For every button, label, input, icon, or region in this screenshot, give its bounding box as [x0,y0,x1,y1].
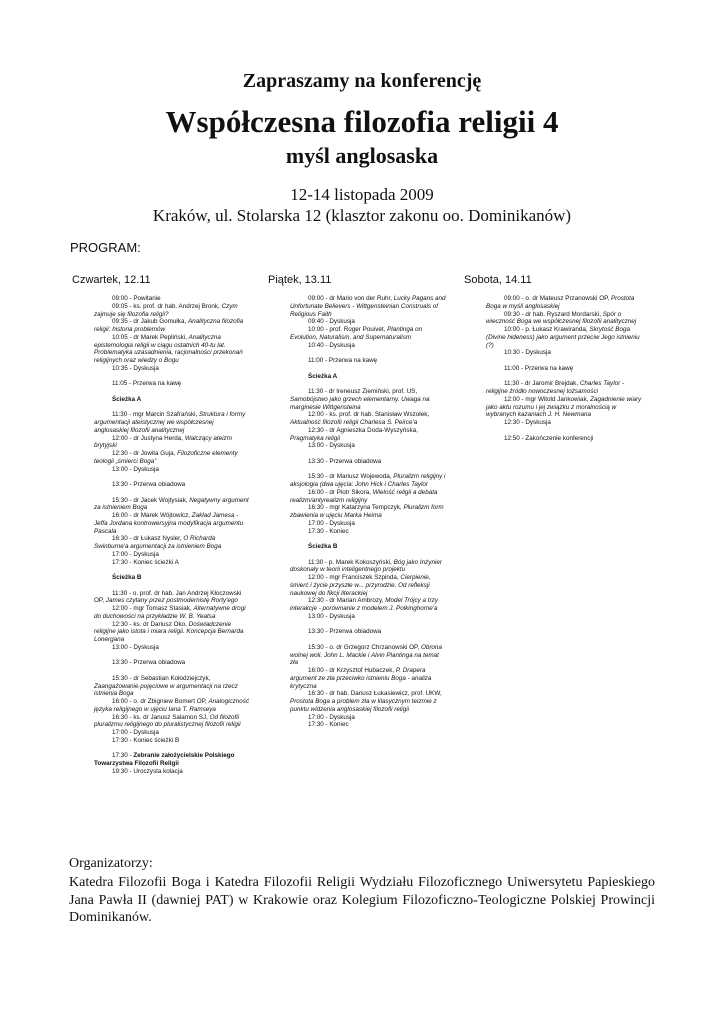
entry-text: 13:00 - Dyskusja [112,465,159,473]
schedule-entry [94,659,250,667]
entry-text: 16:00 - dr Krzysztof Hubaczek, [308,667,396,674]
day-column-friday [268,274,446,729]
schedule-entry [94,737,250,745]
entry-text: Ścieżka A [308,372,338,380]
track-heading [290,373,446,381]
entry-text: 19:30 - Uroczysta kolacja [112,767,183,775]
schedule-entry [94,466,250,474]
entry-text: Ścieżka A [112,395,142,403]
entry-text: 16:30 - mgr Katarzyna Tempczyk, [308,504,404,512]
entry-text: 12:00 - ks. prof. dr hab. Stanisław Wszołek, [308,411,430,419]
schedule-entry [290,388,446,411]
schedule-entry [290,714,446,722]
entry-text: 13:00 - Dyskusja [308,442,355,450]
schedule-entry [290,667,446,690]
schedule-entry [94,551,250,559]
schedule-entry [486,311,642,327]
entry-text: 12:00 - mgr Witold Jankowiak, [504,395,591,403]
event-title: Zebranie założycielskie Polskiego Towarzystwa Filozofii Religii [94,752,235,767]
entry-text: 17:00 - Dyskusja [112,550,159,558]
schedule-entry [290,559,446,575]
schedule-entry [94,729,250,737]
talk-title: Bóg jako Inżynier doskonały w teorii inteligentnego projektu [290,558,442,574]
entry-text: 12:30 - dr Marian Ambrozy, [308,597,386,605]
schedule-entry [94,698,250,714]
entry-text: 11:30 - dr Jaromir Brejdak, [504,380,580,388]
entry-text: 15:30 - dr Sebastian Kołodziejczyk, [112,674,211,682]
entry-text: 10:35 - Dyskusja [112,364,159,372]
entry-text: 17:30 - Koniec [308,721,349,729]
entry-text: 13:30 - Przerwa obiadowa [308,457,382,465]
talk-title: Struktura i formy argumentacji ateistycznej we współczesnej anglosaskiej filozofii analitycznej [94,411,246,434]
schedule-entry [290,458,446,466]
entry-text: 17:30 - Koniec ścieżki A [112,558,179,566]
schedule-list [94,295,250,776]
entry-text: 12:00 - mgr Tomasz Stasiak, [112,605,194,612]
schedule-entry [290,504,446,520]
schedule-entry [94,752,250,768]
schedule-entry [290,411,446,427]
entry-text: 17:30 - Koniec [308,527,349,535]
schedule-entry [94,303,250,319]
talk-title: P. Drapera argument ze zła przeciwko istnieniu Boga - analiza krytyczna [290,667,432,690]
talk-title: Pluralizm form zbawienia w ujęciu Marka Heima [290,504,444,519]
entry-text: 15:30 - dr Jacek Wojtysiak, [112,496,190,504]
schedule-entry [290,295,446,318]
schedule-entry [94,497,250,513]
schedule-entry [486,396,642,419]
schedule-entry [94,675,250,698]
talk-title: O Richarda Swinburne'a argumentacji za istnieniem Boga [94,535,222,550]
entry-text: 17:00 - Dyskusja [308,713,355,721]
schedule-entry [290,342,446,350]
entry-text: 13:30 - Przerwa obiadowa [112,659,186,667]
schedule-entry [94,644,250,652]
talk-title: Prostota Boga w myśli anglosaskiej [486,295,635,310]
schedule-entry [94,768,250,776]
schedule-entry [486,365,642,373]
schedule-entry [94,318,250,334]
talk-title: Zaangażowanie pojęciowe w argumentacji na rzecz istnienia Boga [94,682,238,698]
schedule-entry [94,450,250,466]
talk-title: Analogiczność języka religijnego w ujęciu Iana T. Ramseya [94,698,250,713]
entry-text: 17:30 - [112,752,134,760]
talk-title: Walczący ateizm brytyjski [94,434,232,450]
schedule-entry [290,644,446,667]
entry-text: 12:30 - ks. dr Dariusz Oko, [112,620,189,628]
conference-venue: Kraków, ul. Stolarska 12 (klasztor zakonu oo. Dominikanów) [152,206,572,225]
entry-text: 13:00 - Dyskusja [308,612,355,620]
entry-text: 17:00 - Dyskusja [112,729,159,736]
schedule-entry [94,535,250,551]
schedule-entry [290,520,446,528]
schedule-entry [290,613,446,621]
schedule-entry [94,334,250,365]
schedule-entry [94,512,250,535]
schedule-entry [94,605,250,621]
schedule-entry [94,295,250,303]
entry-text: 15:30 - o. dr Grzegorz Chrzanowski OP, [308,643,421,651]
entry-text: 13:00 - Dyskusja [112,643,159,651]
talk-title: Od filozofii pluralizmu religijnego do pluralistycznej filozofii religii [94,713,241,729]
talk-title: Negatywny argument za istnieniem Boga [94,496,249,512]
schedule-entry [290,721,446,729]
talk-title: Zagadnienie wiary jako aktu rozumu i jej związku z moralnością w wybranych kazaniach J. H. Newmana [486,395,642,419]
entry-text: 17:00 - Dyskusja [308,519,355,527]
talk-title: Plantinga on Evolution, Naturalism, and Supernaturalism [290,326,423,341]
entry-text: 12:30 - dr Agnieszka Doda-Wyszyńska, [308,426,418,434]
talk-title: Alternatywne drogi do duchowości na przykładzie W. B. Yeatsa [94,605,246,620]
talk-title: Analityczna epistemologia religii w ciągu ostatnich 40-tu lat. Problematyka uzasadnienia, racjonalności przekonań religijnych oraz wiedzy o Bogu [94,333,243,364]
schedule-entry [290,597,446,613]
talk-title: James czytany przez postmodernistę Rorty'ego [105,597,238,605]
entry-text: 10:00 - prof. Roger Pouivet, [308,326,388,333]
program-label: PROGRAM: [70,240,141,255]
schedule-entry [290,628,446,636]
talk-title: Charles Taylor - religijne źródło nowoczesnej tożsamości [486,380,625,395]
invitation-line: Zapraszamy na konferencję [242,70,482,92]
entry-text: 10:30 - Dyskusja [504,349,551,357]
talk-title: Pluralizm religijny i aksjologia (dwa ujęcia: John Hick i Charles Taylor [290,473,446,488]
schedule-entry [290,357,446,365]
entry-text: 09:05 - ks. prof. dr hab. Andrzej Bronk, [112,302,222,310]
schedule-entry [290,326,446,342]
schedule-list [486,295,642,442]
schedule-entry [94,380,250,388]
entry-text: 09:30 - dr hab. Ryszard Mordarski, [504,310,603,318]
talk-title: Spór o wieczność Boga we współczesnej filozofii analitycznej [486,310,637,326]
entry-text: 11:30 - p. Marek Kokoszyński, [308,558,394,566]
entry-text: 11:05 - Przerwa na kawę [112,380,182,388]
entry-text: 16:30 - ks. dr Janusz Salamon SJ, [112,713,210,721]
talk-title: Samobójstwo jako grzech elementarny. Uwaga na marginesie Wittgensteina [290,395,430,411]
schedule-entry [486,349,642,357]
track-heading [94,574,250,582]
entry-text: 16:00 - dr Piotr Sikora, [308,488,373,496]
entry-text: 16:00 - o. dr Zbigniew Bomert OP, [112,698,209,705]
schedule-entry [290,427,446,443]
talk-title: Prostota Boga a problem zła w klasycznym teizmie z punktu widzenia anglosaskiej filozofii religii [290,698,437,713]
schedule-entry [290,473,446,489]
talk-title: Czym zajmuje się filozofia religii? [94,302,238,318]
schedule-entry [94,411,250,434]
track-heading [94,396,250,404]
day-heading: Czwartek, 12.11 [72,274,151,286]
day-heading: Piątek, 13.11 [268,274,332,286]
conference-subtitle: myśl anglosaska [285,143,439,168]
organizers-label: Organizatorzy: [69,856,153,871]
entry-text: Ścieżka B [308,543,338,550]
entry-text: 12:00 - mgr Franciszek Szpinda, [308,574,401,581]
entry-text: 11:00 - Przerwa na kawę [504,364,574,372]
entry-text: 17:30 - Koniec ścieżki B [112,736,180,744]
talk-title: Filozoficzne elementy teologii „śmierci Boga” [94,450,238,465]
entry-text: 10:00 - p. Łukasz Krawiranda, [504,326,590,333]
schedule-entry [94,590,250,606]
entry-text: 12:30 - dr Jowita Guja, [112,450,178,457]
schedule-entry [290,528,446,536]
talk-title: Doświadczenie religijne jako istota i miara religii. Koncepcja Bernarda Lonergana [94,620,244,643]
entry-text: 10:40 - Dyskusja [308,341,355,349]
talk-title: Model Trójcy a trzy interakcje - porównanie z modelem J. Polkinghorne'a [290,597,438,612]
talk-title: Pragmatyka religii [290,434,341,442]
talk-title: Analityczna filozofia religii: historia problemów [94,318,244,333]
entry-text: 13:30 - Przerwa obiadowa [112,481,186,488]
schedule-entry [94,714,250,730]
conference-dates: 12-14 listopada 2009 [290,185,434,204]
schedule-entry [290,690,446,713]
schedule-list [290,295,446,729]
schedule-entry [486,419,642,427]
talk-title: Wielość religii a debata realizm/antyrealizm religijny [290,488,438,504]
schedule-entry [290,574,446,597]
schedule-entry [94,559,250,567]
entry-text: 09:00 - o. dr Mateusz Przanowski OP, [504,295,611,302]
talk-title: Zakład Jamesa - Jeffa Jordana kontrowersyjna modyfikacja argumentu Pascala [94,512,244,535]
schedule-entry [290,489,446,505]
entry-text: 16:30 - dr hab. Dariusz Łukasiewicz, prof. UKW, [308,690,442,698]
entry-text: 11:30 - mgr Marcin Szafrański, [112,411,200,419]
schedule-entry [94,621,250,644]
entry-text: 11:00 - Przerwa na kawę [308,357,378,364]
entry-text: 16:00 - dr Marek Wójtowicz, [112,512,192,519]
talk-title: Obrona wolnej woli. John L. Mackie i Alvin Plantinga na temat zła [290,643,442,667]
schedule-entry [486,326,642,349]
day-column-saturday [464,274,642,442]
entry-text: 12:50 - Zakończenie konferencji [504,434,594,442]
entry-text: 09:00 - Powitanie [112,295,161,302]
schedule-entry [486,295,642,311]
schedule-entry [486,380,642,396]
entry-text: 11:30 - dr Ireneusz Ziemiński, prof. US, [308,388,418,395]
day-heading: Sobota, 14.11 [464,274,532,286]
schedule-entry [486,435,642,443]
talk-title: Aktualność filozofii religii Charlesa S. Peirce'a [290,419,418,426]
entry-text: 11:30 - o. prof. dr hab. Jan Andrzej Kłoczowski OP, [94,589,242,605]
talk-title: Skrytość Boga (Divine hideness) jako argument przeciw Jego istnieniu (?) [486,326,640,349]
entry-text: 13:30 - Przerwa obiadowa [308,628,382,636]
entry-text: 12:30 - Dyskusja [504,419,551,426]
entry-text: Ścieżka B [112,574,142,581]
talk-title: Cierpienie, śmierć i życie przyszłe w... przyrodzie. Od refleksji naukowej do fikcji literackiej [290,574,431,597]
entry-text: 09:40 - Dyskusja [308,318,355,326]
day-column-thursday [72,274,250,776]
schedule-entry [290,318,446,326]
entry-text: 09:00 - dr Mario von der Ruhr, [308,295,394,302]
entry-text: 12:00 - dr Justyna Herda, [112,434,185,442]
schedule-entry [94,365,250,373]
schedule-entry [94,435,250,451]
entry-text: 16:30 - dr Łukasz Nysler, [112,535,184,543]
entry-text: 09:35 - dr Jakub Gomułka, [112,318,188,326]
schedule-entry [94,481,250,489]
organizers-text: Katedra Filozofii Boga i Katedra Filozofii Religii Wydziału Filozoficznego Uniwersytetu Papieskiego Jana Pawła II (dawniej PAT) w Krakowie oraz Kolegium Filozoficzno-Teologiczne Polskiej Prowincji Dominikanów. [69,875,655,925]
conference-title: Współczesna filozofia religii 4 [165,104,559,139]
entry-text: 10:05 - dr Marek Pepliński, [112,333,189,341]
talk-title: Lucky Pagans and Unfortunate Believers - Wittgensteinian Construals of Religious Faith [290,295,446,318]
track-heading [290,543,446,551]
entry-text: 15:30 - dr Mariusz Wojewoda, [308,473,394,481]
schedule-entry [290,442,446,450]
